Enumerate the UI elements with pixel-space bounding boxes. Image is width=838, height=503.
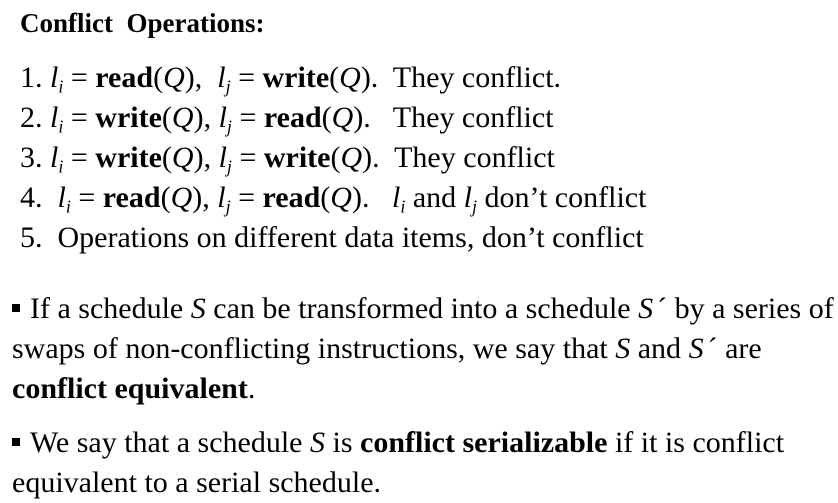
bullet-icon (12, 304, 20, 312)
conflict-rules-list (20, 58, 646, 258)
rule-item: 2. $l_i$ = write(Q), $l_j$ = read(Q). They conflict (20, 101, 554, 137)
rule-item: 1. $l_i$ = read(Q), $l_j$ = write(Q). They conflict. (20, 61, 562, 97)
conflict-equivalent-paragraph: If a schedule S can be transformed into a schedule S ´ by a series of swaps of non-conflicting instructions, we say that S and S ´ are conflict equivalent. (12, 292, 834, 405)
heading: Conflict Operations: (20, 8, 265, 38)
rule-item: 3. $l_i$ = write(Q), $l_j$ = write(Q). They conflict (20, 141, 555, 177)
bullet-icon (12, 438, 20, 446)
rule-item: 5. Operations on different data items, don’t conflict (20, 221, 644, 254)
conflict-serializable-paragraph: We say that a schedule S is conflict serializable if it is conflict equivalent to a serial schedule. (12, 426, 785, 499)
rule-item: 4. $l_i$ = read(Q), $l_j$ = read(Q). $l_i$ and $l_j$ don’t conflict (20, 181, 647, 217)
